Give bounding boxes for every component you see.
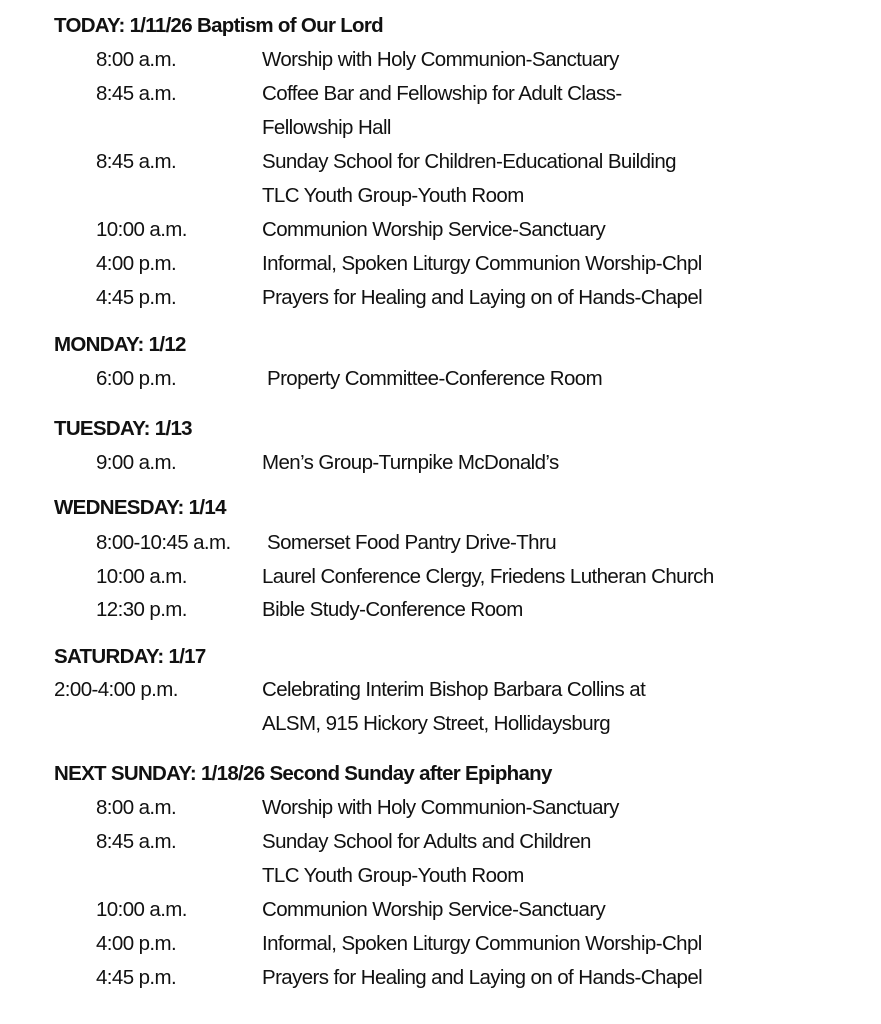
event-description: Property Committee-Conference Room [267,367,603,390]
event-description-continued: TLC Youth Group-Youth Room [262,864,524,887]
section-heading: SATURDAY: 1/17 [54,645,206,668]
event-description: Somerset Food Pantry Drive-Thru [267,531,557,554]
section-heading: TUESDAY: 1/13 [54,417,192,440]
event-time: 2:00-4:00 p.m. [54,678,178,701]
section-heading: WEDNESDAY: 1/14 [54,496,226,519]
event-description: Worship with Holy Communion-Sanctuary [262,796,619,819]
section-heading: MONDAY: 1/12 [54,333,186,356]
event-description: Coffee Bar and Fellowship for Adult Class- [262,82,622,105]
event-time: 8:00 a.m. [96,48,177,71]
event-description: Worship with Holy Communion-Sanctuary [262,48,619,71]
event-time: 12:30 p.m. [96,598,187,621]
event-description: Bible Study-Conference Room [262,598,523,621]
event-description: Communion Worship Service-Sanctuary [262,218,606,241]
event-time: 8:45 a.m. [96,82,177,105]
event-description: Sunday School for Children-Educational Building [262,150,676,173]
event-time: 9:00 a.m. [96,451,177,474]
section-heading: NEXT SUNDAY: 1/18/26 Second Sunday after Epiphany [54,762,552,785]
event-time: 4:00 p.m. [96,932,177,955]
section-heading: TODAY: 1/11/26 Baptism of Our Lord [54,14,383,37]
event-time: 6:00 p.m. [96,367,177,390]
event-time: 4:45 p.m. [96,286,177,309]
event-description: Prayers for Healing and Laying on of Hands-Chapel [262,966,703,989]
event-time: 8:45 a.m. [96,150,177,173]
event-time: 8:00-10:45 a.m. [96,531,231,554]
event-description: Men’s Group-Turnpike McDonald’s [262,451,559,474]
event-time: 10:00 a.m. [96,898,187,921]
event-description: Prayers for Healing and Laying on of Hands-Chapel [262,286,703,309]
event-time: 4:00 p.m. [96,252,177,275]
event-description: Communion Worship Service-Sanctuary [262,898,606,921]
event-time: 8:45 a.m. [96,830,177,853]
event-time: 10:00 a.m. [96,565,187,588]
event-description: Sunday School for Adults and Children [262,830,591,853]
event-description: Laurel Conference Clergy, Friedens Lutheran Church [262,565,714,588]
event-description: Celebrating Interim Bishop Barbara Collins at [262,678,646,701]
event-description-continued: ALSM, 915 Hickory Street, Hollidaysburg [262,712,611,735]
event-description-continued: TLC Youth Group-Youth Room [262,184,524,207]
event-time: 4:45 p.m. [96,966,177,989]
event-description: Informal, Spoken Liturgy Communion Worship-Chpl [262,932,702,955]
event-time: 10:00 a.m. [96,218,187,241]
event-description-continued: Fellowship Hall [262,116,391,139]
event-time: 8:00 a.m. [96,796,177,819]
event-description: Informal, Spoken Liturgy Communion Worship-Chpl [262,252,702,275]
